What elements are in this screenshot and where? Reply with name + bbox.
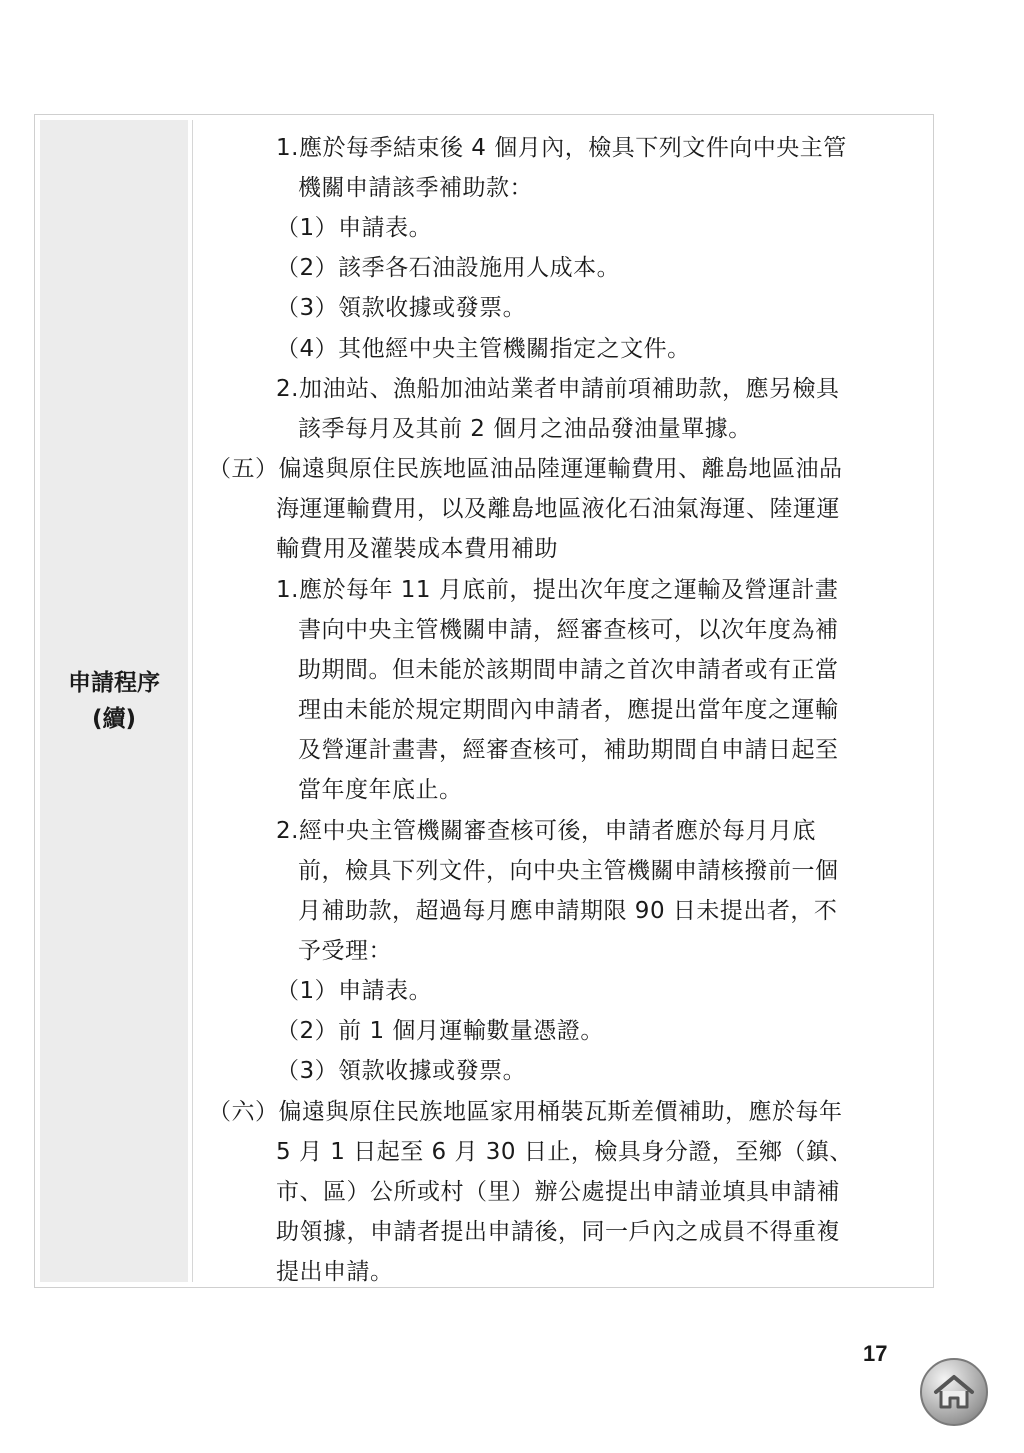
text-line: （2）前 1 個月運輸數量憑證。 bbox=[276, 1018, 604, 1044]
procedure-table bbox=[34, 114, 934, 1288]
text-line: 該季每月及其前 2 個月之油品發油量單據。 bbox=[298, 416, 752, 442]
label-cell bbox=[40, 120, 188, 1282]
text-line: 月補助款，超過每月應申請期限 90 日未提出者，不 bbox=[298, 898, 838, 924]
text-line: 海運運輸費用，以及離島地區液化石油氣海運、陸運運 bbox=[276, 496, 840, 522]
text-line: 2.經中央主管機關審查核可後，申請者應於每月月底 bbox=[276, 818, 816, 844]
text-line: 理由未能於規定期間內申請者，應提出當年度之運輸 bbox=[298, 697, 839, 723]
text-line: （3）領款收據或發票。 bbox=[276, 295, 527, 321]
home-button[interactable] bbox=[920, 1358, 988, 1426]
text-line: 助領據，申請者提出申請後，同一戶內之成員不得重複 bbox=[276, 1219, 840, 1245]
home-icon bbox=[932, 1372, 976, 1412]
text-line: （1）申請表。 bbox=[276, 215, 433, 241]
label-continued: (續) bbox=[91, 706, 137, 732]
text-line: （4）其他經中央主管機關指定之文件。 bbox=[276, 336, 691, 362]
text-line: 書向中央主管機關申請，經審查核可，以次年度為補 bbox=[298, 617, 839, 643]
label-title: 申請程序 bbox=[68, 670, 160, 696]
text-line: （2）該季各石油設施用人成本。 bbox=[276, 255, 621, 281]
text-line: 提出申請。 bbox=[276, 1259, 394, 1285]
text-line: 前，檢具下列文件，向中央主管機關申請核撥前一個 bbox=[298, 858, 839, 884]
text-line: 予受理： bbox=[298, 938, 392, 964]
page-number: 17 bbox=[863, 1341, 888, 1366]
text-line: 輸費用及灌裝成本費用補助 bbox=[276, 536, 558, 562]
text-line: 1.應於每年 11 月底前，提出次年度之運輸及營運計畫 bbox=[276, 577, 839, 603]
content-cell bbox=[192, 120, 928, 1285]
text-line: 當年度年底止。 bbox=[298, 777, 463, 803]
text-line: 機關申請該季補助款： bbox=[298, 175, 533, 201]
text-line: 助期間。但未能於該期間申請之首次申請者或有正當 bbox=[298, 657, 839, 683]
text-line: 市、區）公所或村（里）辦公處提出申請並填具申請補 bbox=[276, 1179, 840, 1205]
text-line: （1）申請表。 bbox=[276, 978, 433, 1004]
text-line: 及營運計畫書，經審查核可，補助期間自申請日起至 bbox=[298, 737, 839, 763]
text-line: 1.應於每季結束後 4 個月內，檢具下列文件向中央主管 bbox=[276, 135, 847, 161]
section-heading-six: （六）偏遠與原住民族地區家用桶裝瓦斯差價補助，應於每年 bbox=[208, 1099, 843, 1125]
section-heading-five: （五）偏遠與原住民族地區油品陸運運輸費用、離島地區油品 bbox=[208, 456, 843, 482]
text-line: 5 月 1 日起至 6 月 30 日止，檢具身分證，至鄉（鎮、 bbox=[276, 1139, 853, 1165]
text-line: （3）領款收據或發票。 bbox=[276, 1058, 527, 1084]
text-line: 2.加油站、漁船加油站業者申請前項補助款，應另檢具 bbox=[276, 376, 840, 402]
